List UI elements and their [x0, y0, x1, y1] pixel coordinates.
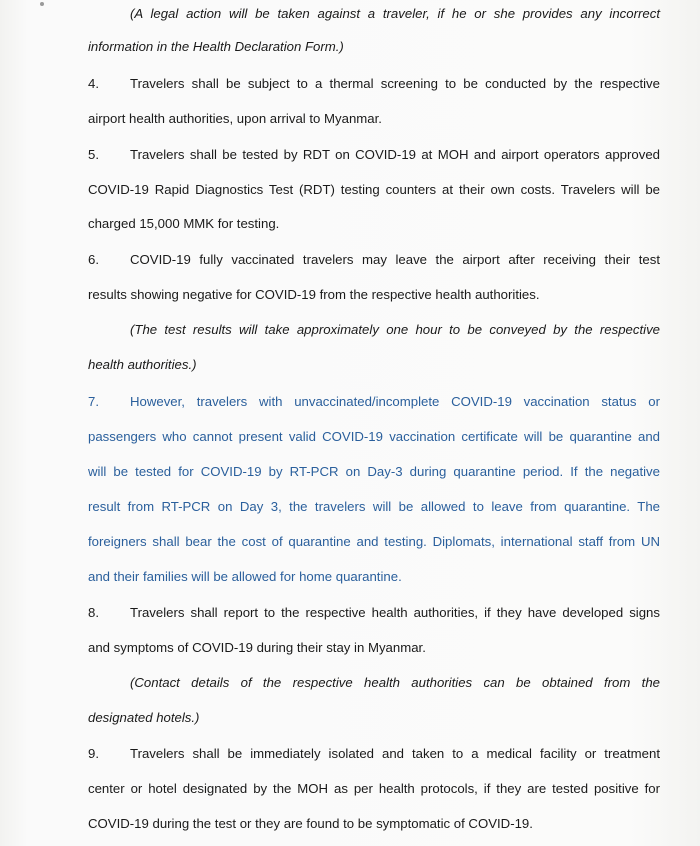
paragraph-line: will be tested for COVID-19 by RT-PCR on Day-3 during quarantine period. If the negative: [88, 464, 660, 479]
paragraph-line: COVID-19 Rapid Diagnostics Test (RDT) testing counters at their own costs. Travelers will be: [88, 182, 660, 197]
paragraph-line: results showing negative for COVID-19 from the respective health authorities.: [88, 287, 540, 302]
paragraph-line: However, travelers with unvaccinated/incomplete COVID-19 vaccination status or: [130, 394, 660, 409]
note-line: (A legal action will be taken against a traveler, if he or she provides any incorrect: [130, 6, 660, 21]
paragraph-line: COVID-19 fully vaccinated travelers may leave the airport after receiving their test: [130, 252, 660, 267]
item-number: 5.: [88, 147, 99, 162]
item-number: 7.: [88, 394, 99, 409]
paragraph-line: airport health authorities, upon arrival to Myanmar.: [88, 111, 382, 126]
item-number: 4.: [88, 76, 99, 91]
note-line: designated hotels.): [88, 710, 200, 725]
paragraph-line: Travelers shall report to the respective health authorities, if they have developed signs: [130, 605, 660, 620]
note-line: (The test results will take approximately one hour to be conveyed by the respective: [130, 322, 660, 337]
note-line: information in the Health Declaration Form.): [88, 39, 344, 54]
paragraph-line: center or hotel designated by the MOH as per health protocols, if they are tested positive for: [88, 781, 660, 796]
item-number: 6.: [88, 252, 99, 267]
paragraph-line: Travelers shall be immediately isolated and taken to a medical facility or treatment: [130, 746, 660, 761]
paragraph-line: Travelers shall be subject to a thermal screening to be conducted by the respective: [130, 76, 660, 91]
paragraph-line: and symptoms of COVID-19 during their stay in Myanmar.: [88, 640, 426, 655]
item-number: 8.: [88, 605, 99, 620]
paragraph-line: Travelers shall be tested by RDT on COVID-19 at MOH and airport operators approved: [130, 147, 660, 162]
item-number: 9.: [88, 746, 99, 761]
paragraph-line: and their families will be allowed for home quarantine.: [88, 569, 402, 584]
note-line: (Contact details of the respective health authorities can be obtained from the: [130, 675, 660, 690]
paragraph-line: passengers who cannot present valid COVID-19 vaccination certificate will be quarantine and: [88, 429, 660, 444]
scan-mark: [40, 2, 44, 6]
note-line: health authorities.): [88, 357, 197, 372]
paragraph-line: result from RT-PCR on Day 3, the travelers will be allowed to leave from quarantine. The: [88, 499, 660, 514]
paragraph-line: foreigners shall bear the cost of quarantine and testing. Diplomats, international staff from UN: [88, 534, 660, 549]
paragraph-line: charged 15,000 MMK for testing.: [88, 216, 280, 231]
paragraph-line: COVID-19 during the test or they are found to be symptomatic of COVID-19.: [88, 816, 533, 831]
